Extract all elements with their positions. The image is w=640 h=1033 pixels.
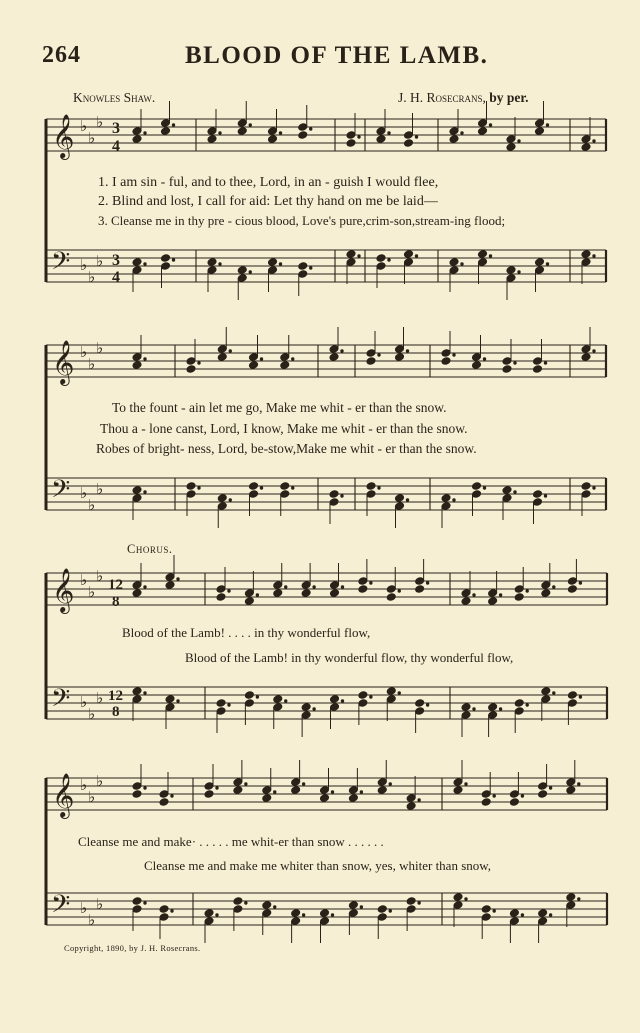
note-head xyxy=(581,353,591,362)
dot xyxy=(219,132,221,134)
dot xyxy=(216,914,218,916)
dot xyxy=(177,578,179,580)
dot xyxy=(453,499,455,501)
note-head xyxy=(534,127,544,136)
dot xyxy=(228,590,230,592)
time-signature-system3 xyxy=(108,577,123,720)
dot xyxy=(144,586,146,588)
dot xyxy=(544,362,546,364)
flat-sign: ♭ xyxy=(88,496,96,514)
note-head xyxy=(509,909,519,918)
note-head xyxy=(216,593,226,602)
dot xyxy=(198,487,200,489)
note-head xyxy=(538,790,548,799)
note-head xyxy=(376,135,386,144)
dot xyxy=(172,259,174,261)
note-head xyxy=(273,695,283,704)
note-head xyxy=(186,365,196,374)
note-head xyxy=(514,593,524,602)
note-head xyxy=(449,135,459,144)
note-head xyxy=(477,127,487,136)
note-head xyxy=(538,909,548,918)
note-head xyxy=(217,494,227,503)
dot xyxy=(245,902,247,904)
dot xyxy=(388,132,390,134)
dot xyxy=(378,354,380,356)
dot xyxy=(593,140,595,142)
bass-clef: 𝄢 xyxy=(51,890,71,925)
note-head xyxy=(394,353,404,362)
dot xyxy=(302,914,304,916)
note-head xyxy=(348,794,358,803)
verse-line-1: 1. I am sin - ful, and to thee, Lord, in an - guish I would flee, xyxy=(98,175,439,190)
note-head xyxy=(532,490,542,499)
note-head xyxy=(217,353,227,362)
dot xyxy=(229,350,231,352)
note-head xyxy=(329,353,339,362)
dot xyxy=(499,594,501,596)
dot xyxy=(389,910,391,912)
dot xyxy=(249,124,251,126)
refrain-line-2: Thou a - lone canst, Lord, I know, Make me whit - er than the snow. xyxy=(100,421,468,436)
note-head xyxy=(159,905,169,914)
note-head xyxy=(165,581,175,590)
note-head xyxy=(273,589,283,598)
note-head xyxy=(329,695,339,704)
note-head xyxy=(566,786,576,795)
note-head xyxy=(233,897,243,906)
dot xyxy=(418,799,420,801)
dot xyxy=(219,263,221,265)
dot xyxy=(172,124,174,126)
note-head xyxy=(514,699,524,708)
note-head xyxy=(453,786,463,795)
dot xyxy=(521,795,523,797)
verse-line-2: 2. Blind and lost, I call for aid: Let thy hand on me be laid— xyxy=(98,194,438,209)
dot xyxy=(426,582,428,584)
note-head xyxy=(319,794,329,803)
dot xyxy=(144,132,146,134)
treble-clef: 𝄞 xyxy=(52,568,75,612)
chorus-label: Chorus. xyxy=(127,542,173,556)
dot xyxy=(483,358,485,360)
staff-lines xyxy=(46,119,607,925)
dot xyxy=(546,263,548,265)
dot xyxy=(144,902,146,904)
note-head xyxy=(132,135,142,144)
dot xyxy=(514,491,516,493)
dot xyxy=(406,350,408,352)
dot xyxy=(553,586,555,588)
note-head xyxy=(441,494,451,503)
note-head xyxy=(237,127,247,136)
dot xyxy=(216,787,218,789)
dot xyxy=(358,136,360,138)
note-head xyxy=(298,262,308,271)
dot xyxy=(493,795,495,797)
flat-sign: ♭ xyxy=(80,693,88,711)
time-sig-bottom: 4 xyxy=(112,138,120,155)
dot xyxy=(418,902,420,904)
dot xyxy=(260,358,262,360)
time-sig-top-bass: 12 xyxy=(108,688,123,704)
note-head xyxy=(346,250,356,259)
flat-sign: ♭ xyxy=(88,268,96,286)
dot xyxy=(370,696,372,698)
dot xyxy=(514,362,516,364)
dot xyxy=(144,358,146,360)
flat-sign: ♭ xyxy=(80,117,88,135)
note-head xyxy=(348,901,358,910)
time-sig-top: 12 xyxy=(108,577,123,593)
note-head xyxy=(502,365,512,374)
note-head xyxy=(532,365,542,374)
note-head xyxy=(386,593,396,602)
page-number: 264 xyxy=(42,42,81,68)
note-head xyxy=(481,905,491,914)
dot xyxy=(260,487,262,489)
flat-sign: ♭ xyxy=(88,355,96,373)
note-head xyxy=(488,703,498,712)
dot xyxy=(358,255,360,257)
chorus2-lyric-lower: Cleanse me and make me whiter than snow, yes, whiter than snow, xyxy=(144,858,492,873)
flat-sign: ♭ xyxy=(96,252,104,270)
flat-sign: ♭ xyxy=(80,571,88,589)
dot xyxy=(415,255,417,257)
note-head xyxy=(132,361,142,370)
note-head xyxy=(581,482,591,491)
flat-sign: ♭ xyxy=(96,339,104,357)
chorus-lyric-upper: Blood of the Lamb! . . . . in thy wonderful flow, xyxy=(122,625,371,640)
dot xyxy=(521,914,523,916)
note-head xyxy=(441,357,451,366)
dot xyxy=(465,783,467,785)
dot xyxy=(518,140,520,142)
note-head xyxy=(248,361,258,370)
note-head xyxy=(415,699,425,708)
composer-name: J. H. Rosecrans, xyxy=(398,90,486,105)
flat-sign: ♭ xyxy=(88,788,96,806)
treble-clef: 𝄞 xyxy=(52,340,75,384)
note-head xyxy=(403,250,413,259)
note-head xyxy=(406,897,416,906)
dot xyxy=(461,132,463,134)
note-head xyxy=(244,691,254,700)
dot xyxy=(518,271,520,273)
note-head xyxy=(301,589,311,598)
copyright-notice: Copyright, 1890, by J. H. Rosecrans. xyxy=(64,943,201,953)
note-head xyxy=(394,494,404,503)
dot xyxy=(426,704,428,706)
dot xyxy=(360,791,362,793)
dot xyxy=(341,495,343,497)
note-head xyxy=(406,802,416,811)
dot xyxy=(144,787,146,789)
dot xyxy=(593,487,595,489)
note-head xyxy=(280,482,290,491)
dot xyxy=(473,594,475,596)
bass-clef: 𝄢 xyxy=(51,684,71,719)
note-head xyxy=(160,127,170,136)
flat-sign: ♭ xyxy=(80,899,88,917)
note-head xyxy=(207,135,217,144)
note-head xyxy=(358,691,368,700)
note-head xyxy=(298,131,308,140)
note-head xyxy=(581,143,591,152)
dot xyxy=(256,594,258,596)
hymn-title: BLOOD OF THE LAMB. xyxy=(185,42,489,69)
dot xyxy=(579,696,581,698)
dot xyxy=(578,898,580,900)
note-head xyxy=(502,486,512,495)
dot xyxy=(593,255,595,257)
dot xyxy=(341,700,343,702)
dot xyxy=(526,704,528,706)
note-head xyxy=(377,786,387,795)
dot xyxy=(526,590,528,592)
note-head xyxy=(262,794,272,803)
dot xyxy=(279,132,281,134)
dot xyxy=(292,358,294,360)
flat-sign: ♭ xyxy=(88,911,96,929)
flat-sign: ♭ xyxy=(88,583,96,601)
note-head xyxy=(541,687,551,696)
dot xyxy=(398,692,400,694)
note-head xyxy=(329,490,339,499)
time-sig-top-bass: 3 xyxy=(112,252,120,269)
note-head xyxy=(165,695,175,704)
dot xyxy=(310,267,312,269)
note-head xyxy=(461,703,471,712)
dot xyxy=(245,783,247,785)
note-head xyxy=(204,909,214,918)
dot xyxy=(461,263,463,265)
dot xyxy=(406,499,408,501)
flat-sign: ♭ xyxy=(96,480,104,498)
note-head xyxy=(267,135,277,144)
note-head xyxy=(280,361,290,370)
note-head xyxy=(471,361,481,370)
dot xyxy=(378,487,380,489)
chorus2-lyric-upper: Cleanse me and make· . . . . . me whit-er than snow . . . . . . xyxy=(78,834,384,849)
dot xyxy=(279,263,281,265)
note-head xyxy=(346,139,356,148)
note-head xyxy=(386,687,396,696)
note-head xyxy=(186,482,196,491)
dot xyxy=(499,708,501,710)
dot xyxy=(389,783,391,785)
dot xyxy=(546,124,548,126)
note-head xyxy=(477,250,487,259)
flat-sign: ♭ xyxy=(96,567,104,585)
bass-clef: 𝄢 xyxy=(51,475,71,510)
dot xyxy=(493,910,495,912)
treble-clef: 𝄞 xyxy=(52,773,75,817)
flat-sign: ♭ xyxy=(80,776,88,794)
dot xyxy=(302,783,304,785)
note-head xyxy=(319,909,329,918)
note-head xyxy=(329,589,339,598)
note-head xyxy=(132,790,142,799)
note-head xyxy=(488,597,498,606)
dot xyxy=(341,350,343,352)
note-head xyxy=(204,790,214,799)
note-head xyxy=(453,893,463,902)
dot xyxy=(249,271,251,273)
flat-sign: ♭ xyxy=(80,256,88,274)
lyricist-credit: Knowles Shaw. xyxy=(73,90,156,105)
note-head xyxy=(403,139,413,148)
note-head xyxy=(541,589,551,598)
dot xyxy=(549,914,551,916)
dot xyxy=(331,914,333,916)
note-head xyxy=(244,597,254,606)
dot xyxy=(310,128,312,130)
note-head xyxy=(366,482,376,491)
note-head xyxy=(207,258,217,267)
note-head xyxy=(566,893,576,902)
flat-sign: ♭ xyxy=(80,484,88,502)
note-head xyxy=(567,585,577,594)
note-head xyxy=(291,786,301,795)
composer-permission: by per. xyxy=(489,90,529,105)
note-head xyxy=(506,143,516,152)
refrain-line-3: Robes of bright- ness, Lord, be-stow,Make me whit - er than the snow. xyxy=(96,441,477,456)
note-head xyxy=(233,786,243,795)
dot xyxy=(177,700,179,702)
note-head xyxy=(506,266,516,275)
note-head xyxy=(461,597,471,606)
dot xyxy=(198,362,200,364)
note-head xyxy=(366,357,376,366)
dot xyxy=(341,586,343,588)
note-head xyxy=(509,798,519,807)
flat-sign: ♭ xyxy=(96,689,104,707)
dot xyxy=(228,704,230,706)
note-head xyxy=(449,258,459,267)
dot xyxy=(370,582,372,584)
dot xyxy=(144,692,146,694)
dot xyxy=(415,136,417,138)
dot xyxy=(292,487,294,489)
dot xyxy=(285,586,287,588)
clefs xyxy=(51,113,103,929)
dot xyxy=(144,491,146,493)
note-head xyxy=(132,897,142,906)
dot xyxy=(171,795,173,797)
dot xyxy=(483,487,485,489)
refrain-line-1: To the fount - ain let me go, Make me whit - er than the snow. xyxy=(112,400,447,415)
dot xyxy=(331,791,333,793)
note-head xyxy=(262,901,272,910)
dot xyxy=(473,708,475,710)
dot xyxy=(388,259,390,261)
dot xyxy=(313,708,315,710)
dot xyxy=(274,906,276,908)
dot xyxy=(274,791,276,793)
flat-sign: ♭ xyxy=(96,895,104,913)
flat-sign: ♭ xyxy=(88,129,96,147)
dot xyxy=(489,255,491,257)
dot xyxy=(579,582,581,584)
note-head xyxy=(159,798,169,807)
note-head xyxy=(301,703,311,712)
dot xyxy=(256,696,258,698)
dot xyxy=(465,898,467,900)
note-head xyxy=(248,482,258,491)
dot xyxy=(313,586,315,588)
note-head xyxy=(567,691,577,700)
note-head xyxy=(471,482,481,491)
verse-line-3: 3. Cleanse me in thy pre - cious blood, Love's pure,crim-son,stream-ing flood; xyxy=(98,213,506,228)
dot xyxy=(398,590,400,592)
dot xyxy=(453,354,455,356)
dot xyxy=(549,787,551,789)
chorus-lyric-lower: Blood of the Lamb! in thy wonderful flow, thy wonderful flow, xyxy=(185,650,514,665)
dot xyxy=(593,350,595,352)
flat-sign: ♭ xyxy=(88,705,96,723)
dot xyxy=(229,499,231,501)
treble-clef: 𝄞 xyxy=(52,114,75,158)
dot xyxy=(553,692,555,694)
time-sig-bottom-bass: 4 xyxy=(112,269,120,286)
note-head xyxy=(160,254,170,263)
note-head xyxy=(534,258,544,267)
note-head xyxy=(377,905,387,914)
dot xyxy=(360,906,362,908)
dot xyxy=(578,783,580,785)
note-head xyxy=(581,250,591,259)
time-sig-bottom: 8 xyxy=(112,594,120,610)
dot xyxy=(285,700,287,702)
flat-sign: ♭ xyxy=(96,772,104,790)
note-head xyxy=(415,585,425,594)
note-head xyxy=(291,909,301,918)
note-head xyxy=(358,585,368,594)
time-sig-bottom-bass: 8 xyxy=(112,704,120,720)
note-head xyxy=(481,798,491,807)
bass-clef: 𝄢 xyxy=(51,247,71,282)
note-head xyxy=(132,687,142,696)
note-head xyxy=(267,258,277,267)
flat-sign: ♭ xyxy=(96,113,104,131)
dot xyxy=(544,495,546,497)
note-head xyxy=(237,266,247,275)
dot xyxy=(144,263,146,265)
note-head xyxy=(132,486,142,495)
note-head xyxy=(132,589,142,598)
dot xyxy=(171,910,173,912)
dot xyxy=(489,124,491,126)
flat-sign: ♭ xyxy=(80,343,88,361)
time-sig-top: 3 xyxy=(112,120,120,137)
note-head xyxy=(132,258,142,267)
note-head xyxy=(376,254,386,263)
note-head xyxy=(216,699,226,708)
